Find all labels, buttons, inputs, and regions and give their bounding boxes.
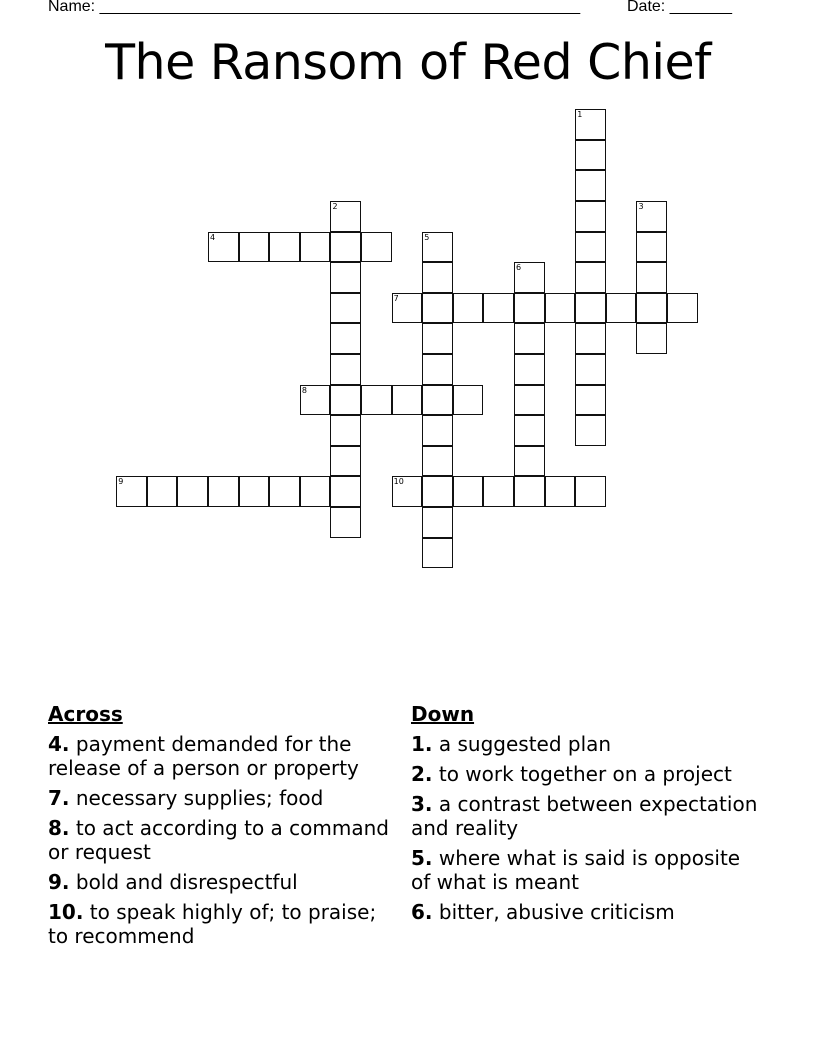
grid-cell[interactable] <box>269 232 300 263</box>
clue-text: where what is said is opposite of what is meant <box>411 846 741 894</box>
grid-cell[interactable] <box>330 354 361 385</box>
grid-cell[interactable] <box>330 232 361 263</box>
clue-down-2 <box>411 762 761 786</box>
clue-text: a suggested plan <box>438 732 612 756</box>
grid-cell[interactable] <box>147 476 178 507</box>
grid-cell[interactable] <box>514 262 545 293</box>
grid-cell[interactable] <box>453 293 484 324</box>
grid-cell[interactable] <box>392 293 423 324</box>
clue-text: to work together on a project <box>438 762 732 786</box>
cell-number: 2 <box>332 202 338 212</box>
grid-cell[interactable] <box>483 293 514 324</box>
grid-cell[interactable] <box>575 415 606 446</box>
clue-across-8 <box>48 816 398 864</box>
grid-cell[interactable] <box>239 476 270 507</box>
cell-number: 6 <box>516 263 522 273</box>
clue-number: 2. <box>411 762 433 786</box>
clue-number: 10. <box>48 900 84 924</box>
across-heading: Across <box>48 702 123 726</box>
grid-cell[interactable] <box>483 476 514 507</box>
grid-cell[interactable] <box>361 385 392 416</box>
grid-cell[interactable] <box>422 507 453 538</box>
grid-cell[interactable] <box>361 232 392 263</box>
grid-cell[interactable] <box>636 201 667 232</box>
grid-cell[interactable] <box>575 323 606 354</box>
grid-cell[interactable] <box>392 385 423 416</box>
clue-down-1 <box>411 732 761 756</box>
page-title: The Ransom of Red Chief <box>105 34 711 91</box>
grid-cell[interactable] <box>269 476 300 507</box>
grid-cell[interactable] <box>575 140 606 171</box>
cell-number: 9 <box>118 477 124 487</box>
grid-cell[interactable] <box>575 170 606 201</box>
clue-across-10 <box>48 900 398 948</box>
grid-cell[interactable] <box>330 476 361 507</box>
clue-number: 9. <box>48 870 70 894</box>
grid-cell[interactable] <box>330 385 361 416</box>
clue-number: 1. <box>411 732 433 756</box>
grid-cell[interactable] <box>636 293 667 324</box>
clue-number: 5. <box>411 846 433 870</box>
grid-cell[interactable] <box>575 201 606 232</box>
grid-cell[interactable] <box>545 476 576 507</box>
grid-cell[interactable] <box>116 476 147 507</box>
grid-cell[interactable] <box>330 446 361 477</box>
clue-down-5 <box>411 846 761 894</box>
clue-number: 4. <box>48 732 70 756</box>
grid-cell[interactable] <box>330 507 361 538</box>
grid-cell[interactable] <box>575 262 606 293</box>
cell-number: 4 <box>210 232 216 242</box>
clue-across-4 <box>48 732 398 780</box>
grid-cell[interactable] <box>330 293 361 324</box>
grid-cell[interactable] <box>514 354 545 385</box>
grid-cell[interactable] <box>636 232 667 263</box>
grid-cell[interactable] <box>606 293 637 324</box>
grid-cell[interactable] <box>422 323 453 354</box>
grid-cell[interactable] <box>667 293 698 324</box>
clue-text: bold and disrespectful <box>75 870 298 894</box>
across-clues <box>48 702 398 954</box>
grid-cell[interactable] <box>208 476 239 507</box>
grid-cell[interactable] <box>514 446 545 477</box>
grid-cell[interactable] <box>208 232 239 263</box>
clue-across-9 <box>48 870 398 894</box>
cell-number: 3 <box>638 202 644 212</box>
grid-cell[interactable] <box>422 446 453 477</box>
clue-text: a contrast between expectation and reality <box>411 792 758 840</box>
grid-cell[interactable] <box>636 262 667 293</box>
grid-cell[interactable] <box>239 232 270 263</box>
cell-number: 1 <box>577 110 583 120</box>
cell-number: 10 <box>393 477 404 487</box>
clue-number: 3. <box>411 792 433 816</box>
grid-cell[interactable] <box>422 262 453 293</box>
grid-cell[interactable] <box>514 385 545 416</box>
grid-cell[interactable] <box>575 232 606 263</box>
grid-cell[interactable] <box>575 476 606 507</box>
grid-cell[interactable] <box>330 201 361 232</box>
down-clues <box>411 702 761 930</box>
grid-cell[interactable] <box>514 415 545 446</box>
clue-text: payment demanded for the release of a person or property <box>48 732 359 780</box>
name-field[interactable]: Name: ______________________________________________________ <box>48 0 581 15</box>
cell-number: 5 <box>424 232 430 242</box>
grid-cell[interactable] <box>636 323 667 354</box>
grid-cell[interactable] <box>422 538 453 569</box>
grid-cell[interactable] <box>575 354 606 385</box>
grid-cell[interactable] <box>545 293 576 324</box>
clue-down-6 <box>411 900 761 924</box>
grid-cell[interactable] <box>392 476 423 507</box>
grid-cell[interactable] <box>514 476 545 507</box>
grid-cell[interactable] <box>575 109 606 140</box>
clue-number: 7. <box>48 786 70 810</box>
grid-cell[interactable] <box>422 293 453 324</box>
clue-text: necessary supplies; food <box>75 786 324 810</box>
cell-number: 7 <box>393 293 399 303</box>
grid-cell[interactable] <box>453 476 484 507</box>
clue-text: to speak highly of; to praise; to recommend <box>48 900 377 948</box>
down-heading: Down <box>411 702 475 726</box>
grid-cell[interactable] <box>330 323 361 354</box>
grid-cell[interactable] <box>514 293 545 324</box>
grid-cell[interactable] <box>300 385 331 416</box>
grid-cell[interactable] <box>300 232 331 263</box>
clue-number: 6. <box>411 900 433 924</box>
clue-text: bitter, abusive criticism <box>438 900 675 924</box>
grid-cell[interactable] <box>422 232 453 263</box>
grid-cell[interactable] <box>422 385 453 416</box>
grid-cell[interactable] <box>453 385 484 416</box>
date-field[interactable]: Date: _______ <box>627 0 732 15</box>
grid-cell[interactable] <box>575 293 606 324</box>
grid-cell[interactable] <box>422 354 453 385</box>
grid-cell[interactable] <box>575 385 606 416</box>
grid-cell[interactable] <box>422 476 453 507</box>
grid-cell[interactable] <box>422 415 453 446</box>
clue-across-7 <box>48 786 398 810</box>
grid-cell[interactable] <box>514 323 545 354</box>
clue-text: to act according to a command or request <box>48 816 389 864</box>
clue-down-3 <box>411 792 761 840</box>
cell-number: 8 <box>301 385 307 395</box>
grid-cell[interactable] <box>177 476 208 507</box>
grid-cell[interactable] <box>330 262 361 293</box>
clue-number: 8. <box>48 816 70 840</box>
grid-cell[interactable] <box>330 415 361 446</box>
grid-cell[interactable] <box>300 476 331 507</box>
